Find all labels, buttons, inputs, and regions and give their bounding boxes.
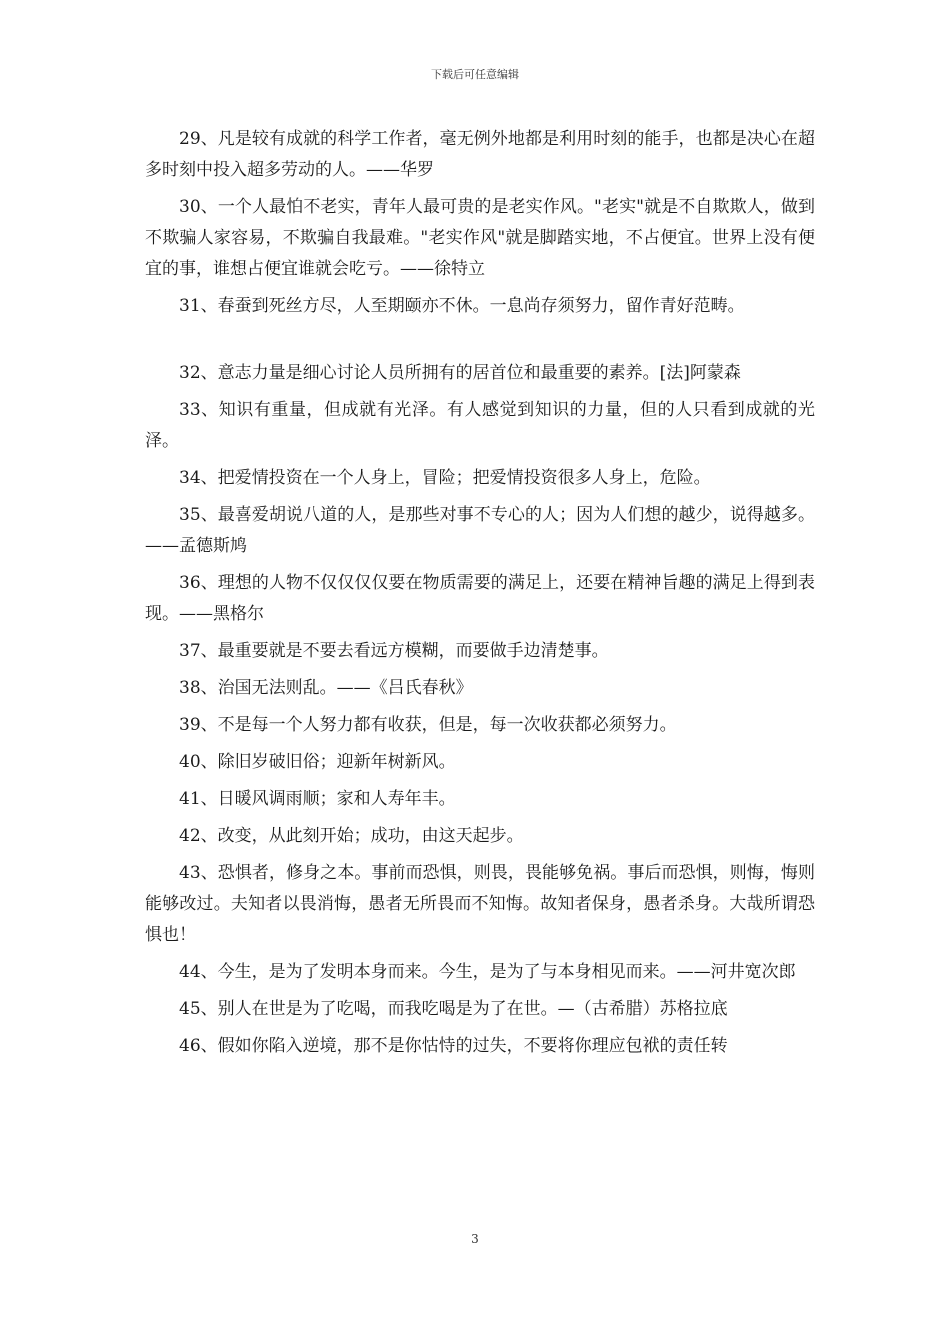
paragraph-46: 46、假如你陷入逆境，那不是你怙恃的过失，不要将你理应包袱的责任转 (179, 1036, 728, 1056)
paragraph-35: 35、最喜爱胡说八道的人，是那些对事不专心的人；因为人们想的越少，说得越多。——孟德斯鸠 (145, 505, 815, 556)
document-body (145, 124, 815, 1068)
paragraph-40: 40、除旧岁破旧俗；迎新年树新风。 (179, 752, 456, 772)
paragraph-39: 39、不是每一个人努力都有收获，但是，每一次收获都必须努力。 (179, 715, 677, 735)
paragraph-33: 33、知识有重量，但成就有光泽。有人感觉到知识的力量，但的人只看到成就的光泽。 (145, 400, 815, 451)
paragraph-29: 29、凡是较有成就的科学工作者，毫无例外地都是利用时刻的能手，也都是决心在超多时刻中投入超多劳动的人。——华罗 (145, 129, 815, 180)
paragraph-37: 37、最重要就是不要去看远方模糊，而要做手边清楚事。 (179, 641, 609, 661)
page-number: 3 (471, 1232, 479, 1246)
paragraph-38: 38、治国无法则乱。——《吕氏春秋》 (179, 678, 473, 698)
paragraph-30: 30、一个人最怕不老实，青年人最可贵的是老实作风。"老实"就是不自欺欺人，做到不欺骗人家容易，不欺骗自我最难。"老实作风"就是脚踏实地，不占便宜。世界上没有便宜的事，谁想占便宜谁就会吃亏。——徐特立 (145, 197, 815, 279)
paragraph-36: 36、理想的人物不仅仅仅仅要在物质需要的满足上，还要在精神旨趣的满足上得到表现。——黑格尔 (145, 573, 815, 624)
page-header: 下载后可任意编辑 (431, 68, 519, 81)
paragraph-44: 44、今生，是为了发明本身而来。今生，是为了与本身相见而来。——河井宽次郎 (179, 962, 796, 982)
paragraph-43: 43、恐惧者，修身之本。事前而恐惧，则畏，畏能够免祸。事后而恐惧，则悔，悔则能够改过。夫知者以畏消悔，愚者无所畏而不知悔。故知者保身，愚者杀身。大哉所谓恐惧也！ (145, 863, 815, 945)
paragraph-41: 41、日暖风调雨顺；家和人寿年丰。 (179, 789, 456, 809)
paragraph-45: 45、别人在世是为了吃喝，而我吃喝是为了在世。—（古希腊）苏格拉底 (179, 999, 728, 1019)
paragraph-32: 32、意志力量是细心讨论人员所拥有的居首位和最重要的素养。[法]阿蒙森 (179, 363, 741, 383)
paragraph-34: 34、把爱情投资在一个人身上，冒险；把爱情投资很多人身上，危险。 (179, 468, 711, 488)
paragraph-42: 42、改变，从此刻开始；成功，由这天起步。 (179, 826, 524, 846)
paragraph-31: 31、春蚕到死丝方尽，人至期颐亦不休。一息尚存须努力，留作青好范畴。 (179, 296, 745, 316)
